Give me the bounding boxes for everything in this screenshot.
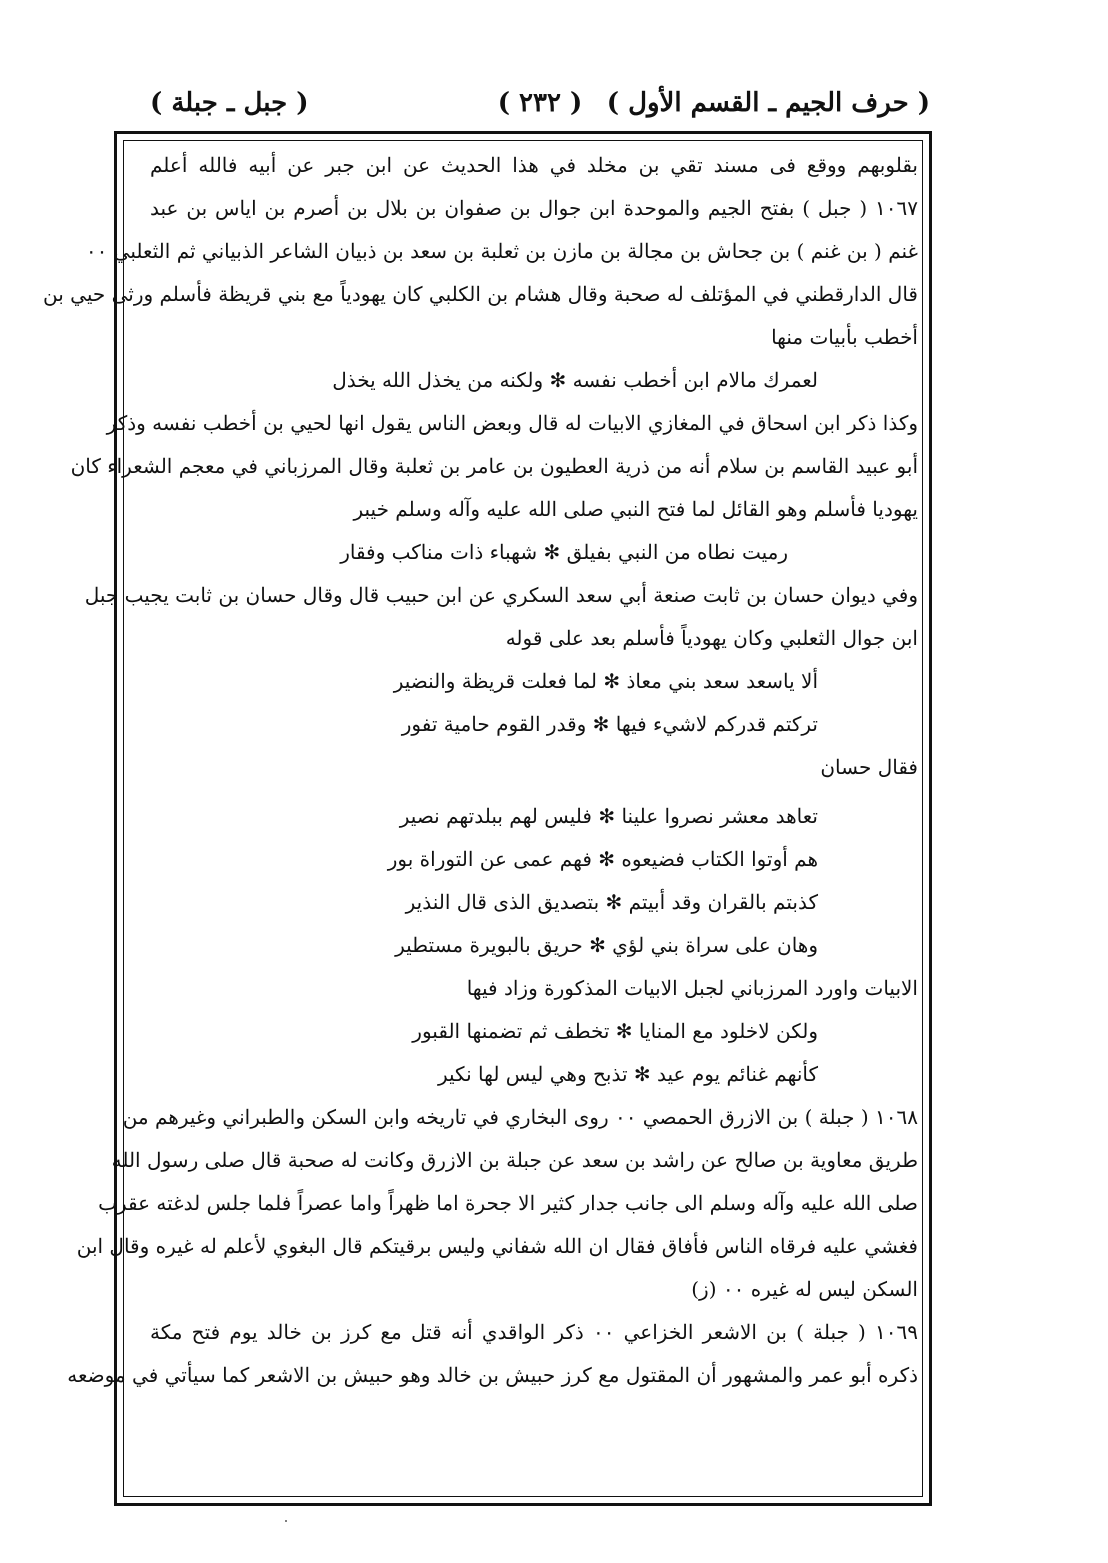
verse-line: تركتم قدركم لاشيء فيها ✻ وقدر القوم حامية تفور bbox=[401, 712, 818, 736]
text-line: وكذا ذكر ابن اسحاق في المغازي الابيات له قال وبعض الناس يقول انها لحيي بن أخطب نفسه وذكر bbox=[106, 411, 918, 435]
verse-line: كذبتم بالقران وقد أبيتم ✻ بتصديق الذى قال النذير bbox=[405, 890, 818, 914]
text-line: أخطب بأبيات منها bbox=[771, 325, 918, 349]
entry-1068-line: ١٠٦٨ ( جبلة ) بن الازرق الحمصي ٠٠ روى البخاري في تاريخه وابن السكن والطبراني وغيرهم من bbox=[122, 1105, 918, 1129]
text-line: فقال حسان bbox=[820, 755, 918, 779]
text-line: فغشي عليه فرقاه الناس فأفاق فقال ان الله شفاني وليس برقيتكم قال البغوي لأعلم له غيره وقال ابن bbox=[76, 1234, 918, 1258]
verse-line: كأنهم غنائم يوم عيد ✻ تذبح وهي ليس لها نكير bbox=[437, 1062, 818, 1086]
text-line: السكن ليس له غيره ٠٠ (ز) bbox=[691, 1277, 918, 1301]
verse-line: هم أوتوا الكتاب فضيعوه ✻ فهم عمى عن التوراة بور bbox=[387, 847, 818, 871]
text-line: بقلوبهم ووقع فى مسند تقي بن مخلد في هذا الحديث عن ابن جبر عن أبيه فالله أعلم bbox=[150, 153, 918, 177]
text-line: ذكره أبو عمر والمشهور أن المقتول مع كرز حبيش بن خالد وهو حبيش بن الاشعر كما سيأتي في موضعه bbox=[67, 1363, 918, 1387]
running-head bbox=[150, 88, 930, 136]
text-line: الابيات واورد المرزباني لجبل الابيات المذكورة وزاد فيها bbox=[466, 976, 918, 1000]
page-number: ( ٢٣٢ ) bbox=[497, 88, 583, 118]
text-line: غنم ( بن غنم ) بن جحاش بن مجالة بن مازن بن ثعلبة بن سعد بن ذبيان الشاعر الذبياني ثم الثعلبي ٠٠ bbox=[85, 239, 918, 263]
verse-line: ألا ياسعد سعد بني معاذ ✻ لما فعلت قريظة والنضير bbox=[393, 669, 818, 693]
body-text bbox=[43, 144, 918, 1494]
text-line: طريق معاوية بن صالح عن راشد بن سعد عن جبلة بن الازرق وكانت له صحبة قال صلى رسول الله bbox=[111, 1148, 918, 1172]
text-line: أبو عبيد القاسم بن سلام أنه من ذرية العطيون بن عامر بن ثعلبة وقال المرزباني في معجم الشعراء كان bbox=[70, 454, 918, 478]
text-line: ابن جوال الثعلبي وكان يهودياً فأسلم بعد على قوله bbox=[505, 626, 918, 650]
verse-line: ولكن لاخلود مع المنايا ✻ تخطف ثم تضمنها القبور bbox=[412, 1019, 818, 1043]
text-line: وفي ديوان حسان بن ثابت صنعة أبي سعد السكري عن ابن حبيب قال وقال حسان بن ثابت يجيب جبل bbox=[84, 583, 918, 607]
print-speck bbox=[285, 1520, 287, 1522]
entry-1067-line: ١٠٦٧ ( جبل ) بفتح الجيم والموحدة ابن جوال بن صفوان بن بلال بن أصرم بن اياس بن عبد bbox=[150, 196, 918, 220]
verse-line: وهان على سراة بني لؤي ✻ حريق بالبويرة مستطير bbox=[395, 933, 818, 957]
text-line: قال الدارقطني في المؤتلف له صحبة وقال هشام بن الكلبي كان يهودياً مع بني قريظة فأسلم ورثى حيي بن bbox=[43, 282, 918, 306]
text-line: صلى الله عليه وآله وسلم الى جانب جدار كثير الا جحرة اما ظهراً واما عصراً فلما جلس لدغته عقرب bbox=[98, 1191, 918, 1215]
chapter-title: ( حرف الجيم ـ القسم الأول ) bbox=[606, 88, 930, 118]
entry-range: ( جبل ـ جبلة ) bbox=[150, 88, 309, 118]
entry-1069-line: ١٠٦٩ ( جبلة ) بن الاشعر الخزاعي ٠٠ ذكر الواقدي أنه قتل مع كرز بن خالد يوم فتح مكة bbox=[150, 1320, 918, 1344]
verse-line: تعاهد معشر نصروا علينا ✻ فليس لهم ببلدتهم نصير bbox=[399, 804, 818, 828]
verse-line: رميت نطاه من النبي بفيلق ✻ شهباء ذات مناكب وفقار bbox=[340, 540, 788, 564]
text-line: يهوديا فأسلم وهو القائل لما فتح النبي صلى الله عليه وآله وسلم خيبر bbox=[353, 497, 918, 521]
verse-line: لعمرك مالام ابن أخطب نفسه ✻ ولكنه من يخذل الله يخذل bbox=[332, 368, 818, 392]
